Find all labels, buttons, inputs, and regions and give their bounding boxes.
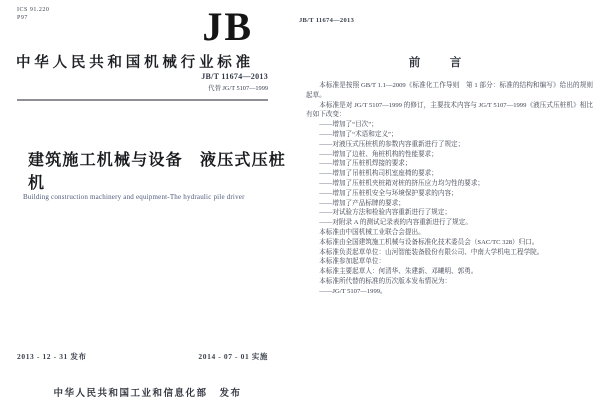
- replaces-note: 代替 JG/T 5107—1999: [208, 85, 268, 92]
- foreword-paragraph: ——增加了吊桩机构司机室座椅的要求；: [319, 170, 438, 178]
- foreword-paragraph: 本标准主要起草人：何清华、朱建新、邓曦明、郭勇。: [319, 268, 478, 276]
- foreword-paragraph: ——增加了“术语和定义”；: [319, 130, 398, 138]
- foreword-paragraph: ——增加了压桩机焊接的要求；: [319, 160, 412, 168]
- cover-page: [0, 0, 295, 404]
- foreword-paragraph: ——JG/T 5107—1999。: [319, 287, 387, 295]
- ics-classification: [17, 7, 49, 22]
- foreword-paragraph: 本标准是对 JG/T 5107—1999 的修订，主要技术内容与 JG/T 5107—1999《液压式压桩机》相比有如下改变：: [306, 101, 593, 119]
- publisher-row: [0, 385, 295, 399]
- jb-standard-logo: JB: [202, 4, 253, 49]
- foreword-page: [297, 0, 600, 404]
- foreword-paragraph: ——增加了压桩机安全与环境保护要求的内容；: [319, 189, 458, 197]
- foreword-body: [306, 81, 593, 297]
- standard-title-english: Building construction machinery and equipment-The hydraulic pile driver: [23, 193, 245, 201]
- standard-code: JB/T 11674—2013: [201, 72, 268, 81]
- publisher-name: 中华人民共和国工业和信息化部: [53, 389, 208, 399]
- foreword-paragraph: ——对液压式压桩机的参数内容重新进行了规定；: [319, 140, 465, 148]
- foreword-paragraph: 本标准由中国机械工业联合会提出。: [319, 228, 425, 236]
- ics-code: ICS 91.220: [17, 7, 50, 13]
- standard-code-block: [201, 72, 268, 92]
- standard-org-title: 中华人民共和国机械行业标准: [16, 55, 254, 71]
- foreword-paragraph: 本标准参加起草单位：: [319, 258, 386, 266]
- page-header-standard-code: JB/T 11674—2013: [299, 17, 355, 24]
- foreword-paragraph: ——对附录 A 的测试记录表的内容重新进行了规定。: [319, 219, 472, 227]
- foreword-heading: 前 言: [408, 57, 471, 69]
- foreword-paragraph: 本标准负责起草单位：山河智能装备股份有限公司、中南大学机电工程学院。: [319, 248, 544, 256]
- issue-date: 2013 - 12 - 31 发布: [17, 352, 87, 361]
- china-class-code: P97: [17, 14, 28, 21]
- implement-date: 2014 - 07 - 01 实施: [198, 352, 268, 361]
- foreword-paragraph: ——增加了产品标牌的要求；: [319, 199, 405, 207]
- foreword-paragraph: 本标准是按照 GB/T 1.1—2009《标准化工作导则 第 1 部分：标准的结构和编写》给出的规则起草。: [306, 82, 593, 99]
- standard-title-chinese: 建筑施工机械与设备 液压式压桩机: [28, 152, 287, 192]
- foreword-paragraph: ——增加了压桩机夹桩箱对桩的挤压应力均匀性的要求；: [319, 179, 485, 187]
- foreword-paragraph: 本标准所代替的标准的历次版本发布情况为：: [319, 277, 452, 285]
- foreword-paragraph: ——增加了边桩、角桩机构的性能要求；: [319, 150, 438, 158]
- foreword-paragraph: ——对试验方法和检验内容重新进行了规定；: [319, 209, 452, 217]
- date-row: [17, 351, 268, 362]
- foreword-paragraph: 本标准由全国建筑施工机械与设备标准化技术委员会（SAC/TC 328）归口。: [319, 238, 539, 246]
- header-rule: [17, 99, 268, 101]
- publish-label: 发布: [219, 389, 242, 399]
- foreword-paragraph: ——增加了“目次”；: [319, 121, 378, 129]
